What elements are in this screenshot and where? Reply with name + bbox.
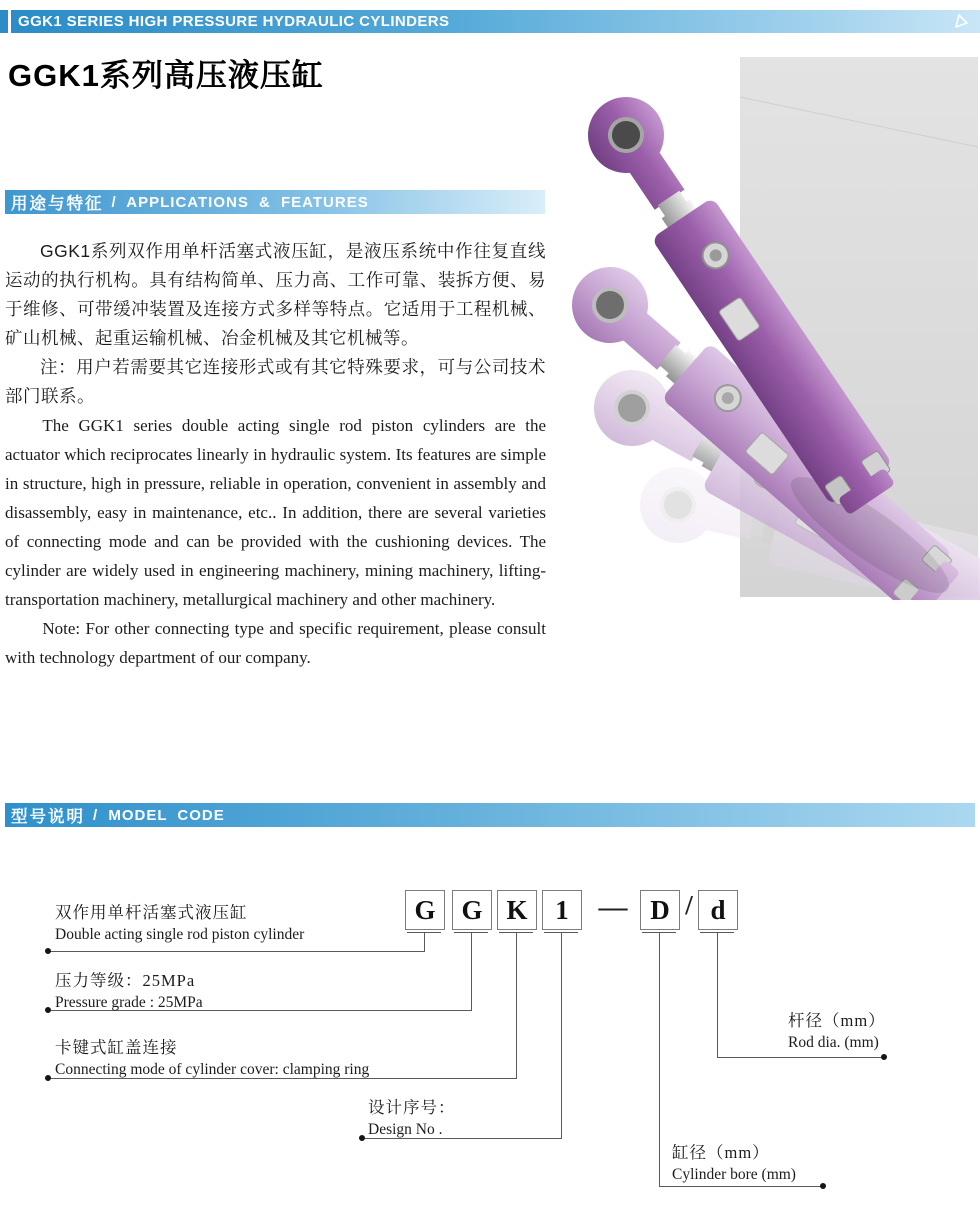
connector-line: [471, 933, 472, 1010]
label-zh: 缸径（mm）: [672, 1143, 770, 1162]
page-cursor-icon: [952, 13, 970, 30]
code-box-6: d: [698, 890, 738, 930]
product-photo-hydraulic-cylinders: [560, 55, 980, 600]
page-title: GGK1系列高压液压缸: [8, 58, 324, 93]
label-connecting-mode: [55, 1034, 369, 1079]
section-header-model-code: [5, 803, 975, 827]
connector-line: [717, 1057, 884, 1058]
connector-line: [424, 933, 425, 951]
label-pressure-grade: [55, 967, 203, 1012]
connector-endpoint-dot: [820, 1183, 826, 1189]
section-header-model-code-en: / MODEL CODE: [93, 806, 225, 824]
label-rod-dia: [788, 1007, 886, 1052]
label-en: Pressure grade : 25MPa: [55, 994, 203, 1011]
label-en: Design No .: [368, 1121, 443, 1138]
connector-line: [717, 933, 718, 1057]
connector-endpoint-dot: [881, 1054, 887, 1060]
code-box-1: G: [405, 890, 445, 930]
label-zh: 设计序号：: [368, 1098, 456, 1117]
series-banner: [11, 10, 980, 33]
connector-line: [659, 933, 660, 1186]
label-zh: 双作用单杆活塞式液压缸: [55, 903, 248, 922]
label-design-no: [368, 1094, 456, 1139]
label-en: Connecting mode of cylinder cover: clamping ring: [55, 1061, 370, 1078]
section-header-applications-en: / APPLICATIONS & FEATURES: [111, 193, 369, 211]
connector-endpoint-dot: [45, 1075, 51, 1081]
connector-endpoint-dot: [359, 1135, 365, 1141]
applications-paragraph-zh: GGK1系列双作用单杆活塞式液压缸，是液压系统中作往复直线运动的执行机构。具有结构简单、压力高、工作可靠、装拆方便、易于维修、可带缓冲装置及连接方式多样等特点。它适用于工程机械、矿山机械、起重运输机械、冶金机械及其它机械等。: [5, 241, 546, 348]
label-cylinder-bore: [672, 1139, 796, 1184]
code-box-3: K: [497, 890, 537, 930]
connector-line: [659, 1186, 823, 1187]
applications-paragraph-en: The GGK1 series double acting single rod piston cylinders are the actuator which reciprocates linearly in hydraulic system. Its features are simple in structure, high in pressure, reliable in operation, convenient in assembly and disassembly, easy in maintenance, etc.. In addition, there are several varieties of connecting mode and can be provided with the cushioning devices. The cylinder are widely used in engineering machinery, mining machinery, lifting-transportation machinery, metallurgical machinery and other machinery.: [5, 416, 546, 609]
label-zh: 卡键式缸盖连接: [55, 1038, 178, 1057]
label-en: Rod dia. (mm): [788, 1034, 879, 1051]
applications-note-zh: 注：用户若需要其它连接形式或有其它特殊要求，可与公司技术部门联系。: [5, 357, 546, 406]
banner-accent-square: [0, 10, 8, 33]
connector-endpoint-dot: [45, 1007, 51, 1013]
label-zh: 杆径（mm）: [788, 1011, 886, 1030]
code-dash-separator: —: [598, 891, 628, 923]
code-box-4: 1: [542, 890, 582, 930]
applications-note-en: Note: For other connecting type and specific requirement, please consult with technology department of our company.: [5, 619, 546, 667]
section-header-applications-zh: 用途与特征: [11, 195, 104, 213]
label-en: Cylinder bore (mm): [672, 1166, 796, 1183]
code-slash-separator: /: [685, 890, 693, 920]
connector-line: [48, 951, 425, 952]
label-double-acting: [55, 899, 304, 944]
connector-line: [516, 933, 517, 1078]
label-zh: 压力等级：25MPa: [55, 971, 196, 990]
connector-endpoint-dot: [45, 948, 51, 954]
section-header-applications: [5, 190, 545, 214]
applications-text-column: [5, 237, 546, 672]
section-header-model-code-zh: 型号说明: [11, 808, 85, 826]
series-banner-title: GGK1 SERIES HIGH PRESSURE HYDRAULIC CYLINDERS: [18, 13, 450, 30]
connector-line: [561, 933, 562, 1138]
code-box-5: D: [640, 890, 680, 930]
code-box-2: G: [452, 890, 492, 930]
label-en: Double acting single rod piston cylinder: [55, 926, 305, 943]
